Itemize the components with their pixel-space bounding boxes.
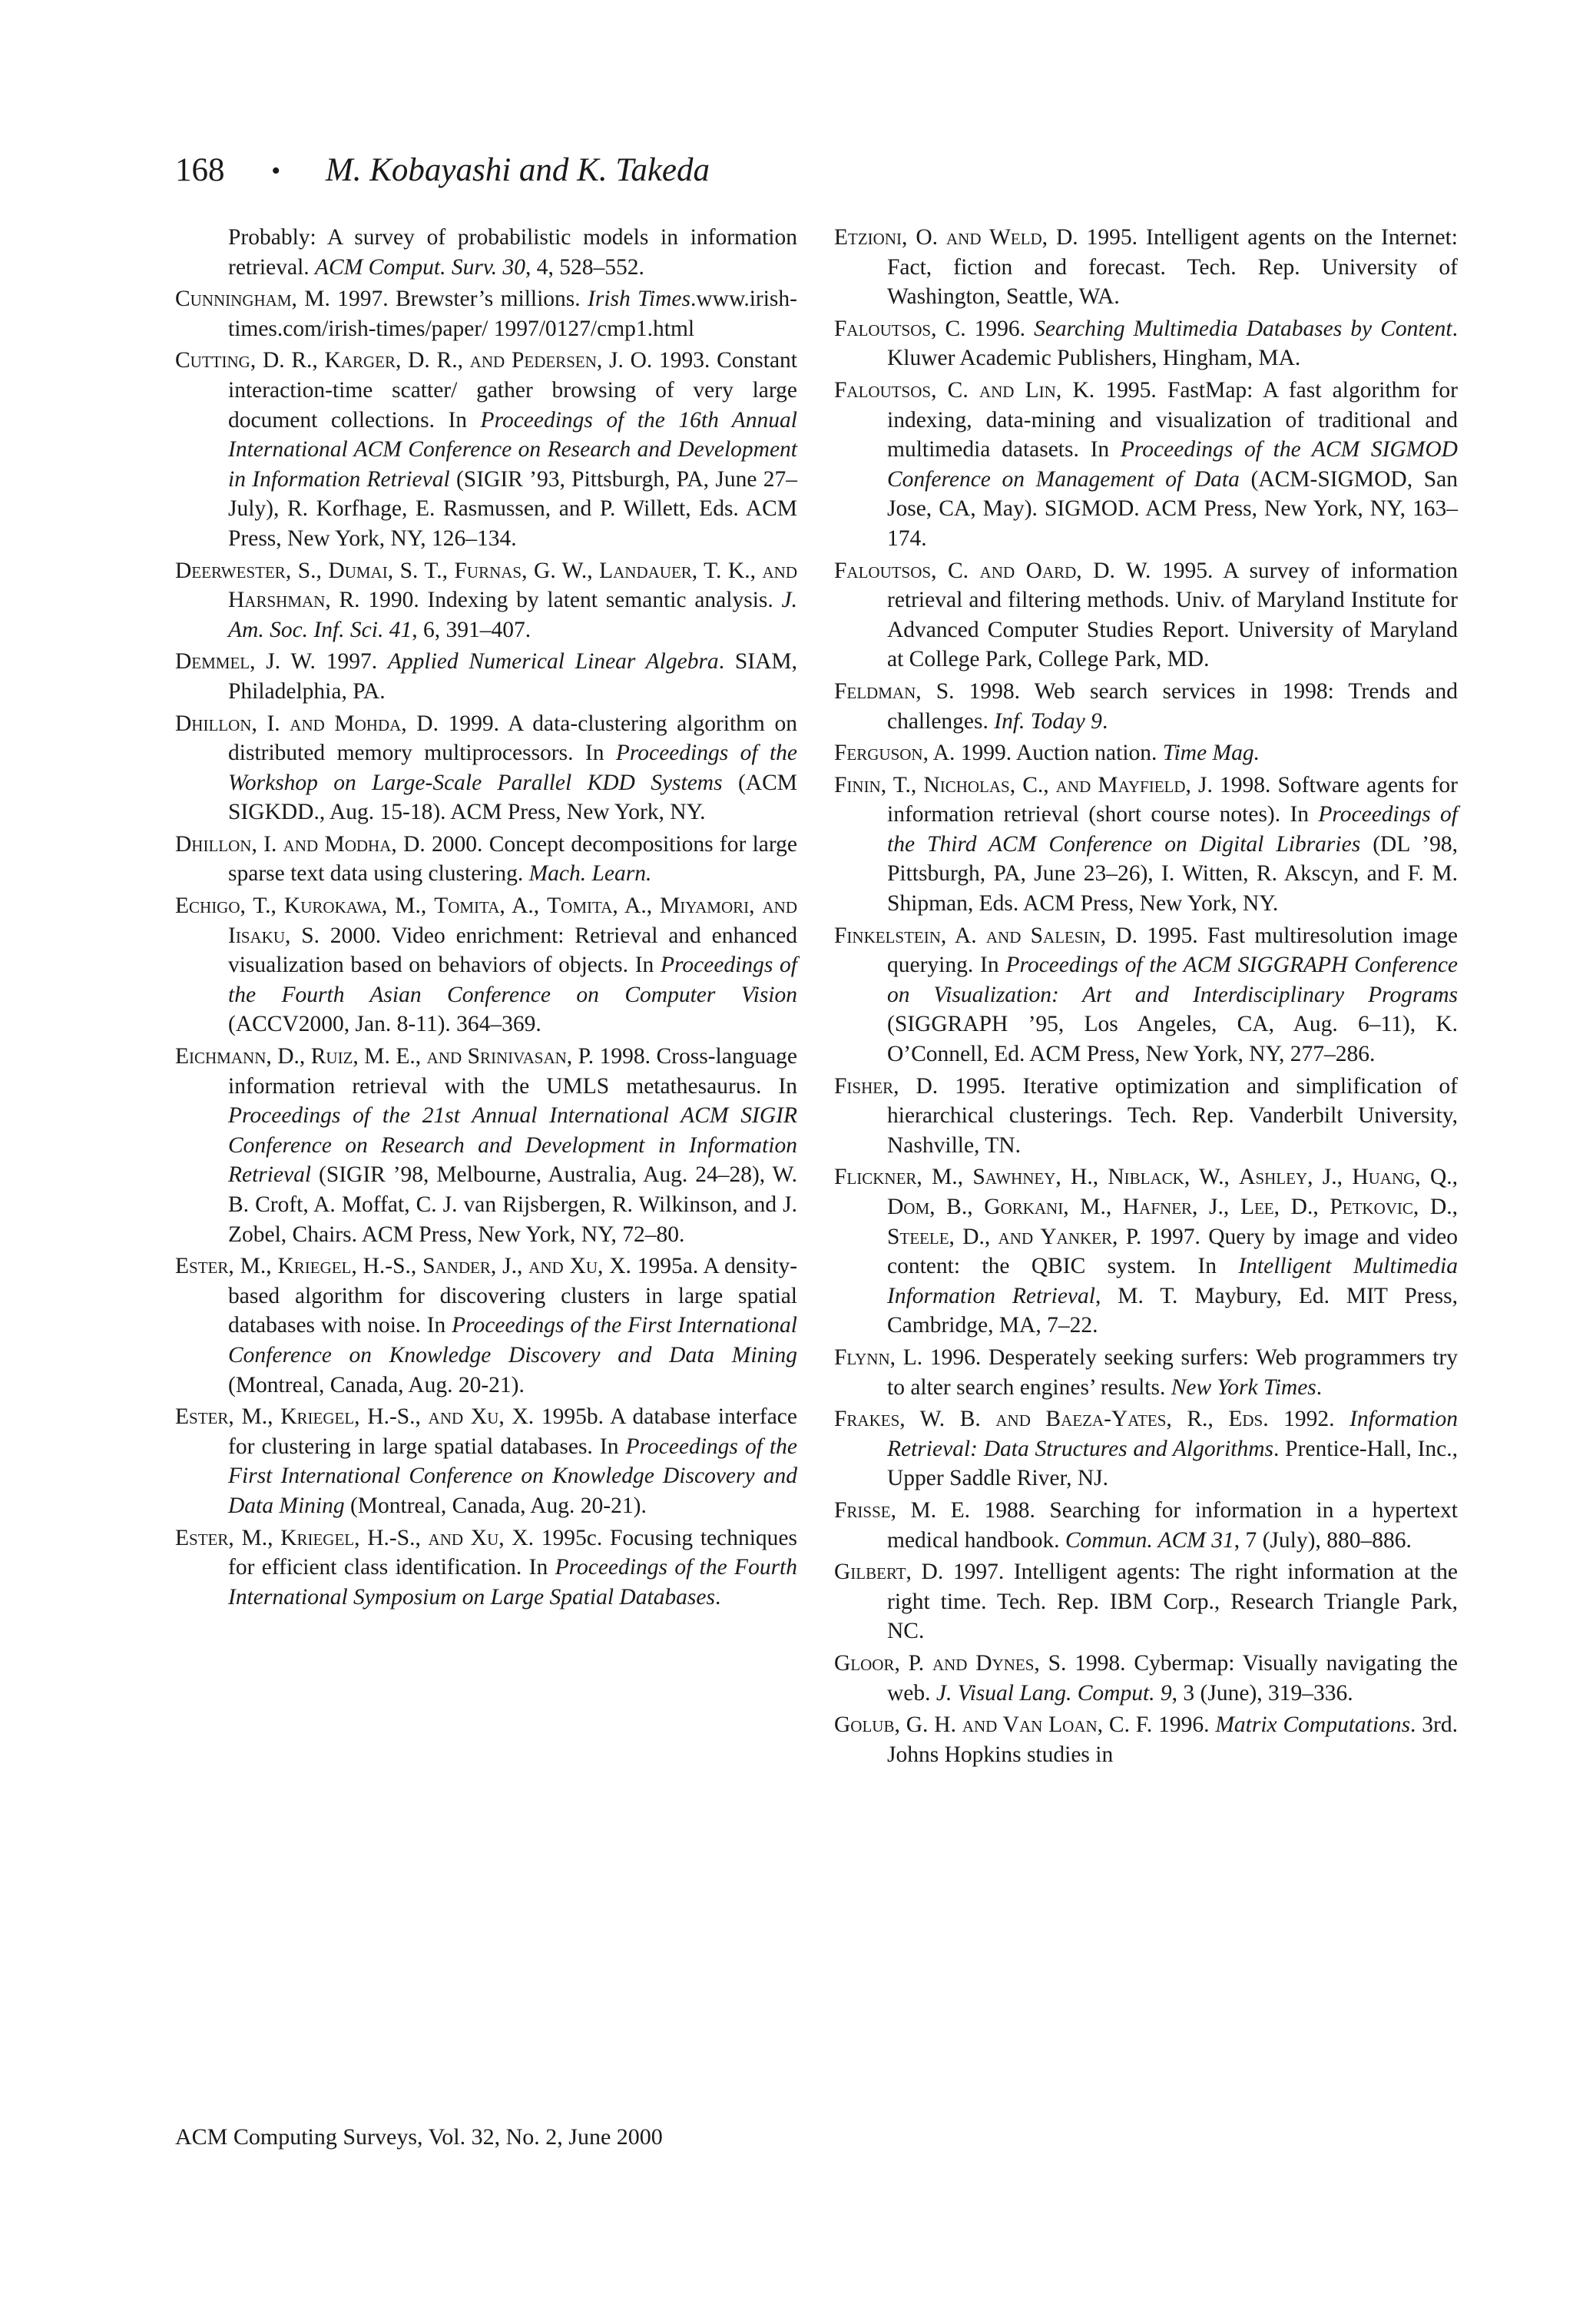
reference-column-right	[834, 223, 1458, 1772]
bullet-separator: •	[271, 157, 281, 185]
reference-entry: Finkelstein, A. and Salesin, D. 1995. Fast multiresolution image querying. In Proceedings of the ACM SIGGRAPH Conference on Visualization: Art and Interdisciplinary Programs (SIGGRAPH ’95, Los Angeles, CA, Aug. 6–11), K. O’Connell, Ed. ACM Press, New York, NY, 277–286.	[834, 923, 1459, 1067]
running-header	[175, 148, 1496, 194]
reference-entry: Ester, M., Kriegel, H.-S., and Xu, X. 1995c. Focusing techniques for efficient class identification. In Proceedings of the Fourth International Symposium on Large Spatial Databases.	[175, 1525, 797, 1610]
page-number: 168	[175, 152, 225, 188]
reference-entry: Ester, M., Kriegel, H.-S., and Xu, X. 1995b. A database interface for clustering in large spatial databases. In Proceedings of the First International Conference on Knowledge Discovery and Data Mining (Montreal, Canada, Aug. 20-21).	[175, 1404, 797, 1518]
reference-entry: Gilbert, D. 1997. Intelligent agents: The right information at the right time. Tech. Rep. IBM Corp., Research Triangle Park, NC.	[834, 1560, 1458, 1644]
reference-entry: Gloor, P. and Dynes, S. 1998. Cybermap: Visually navigating the web. J. Visual Lang. Comput. 9, 3 (June), 319–336.	[834, 1650, 1459, 1706]
reference-entry: Flynn, L. 1996. Desperately seeking surfers: Web programmers try to alter search engines’ results. New York Times.	[834, 1344, 1458, 1400]
reference-entry: Dhillon, I. and Modha, D. 2000. Concept decompositions for large sparse text data using clustering. Mach. Learn.	[175, 831, 798, 887]
reference-entry: Feldman, S. 1998. Web search services in 1998: Trends and challenges. Inf. Today 9.	[834, 678, 1458, 734]
reference-entry: Faloutsos, C. and Oard, D. W. 1995. A survey of information retrieval and filtering methods. Univ. of Maryland Institute for Advanced Computer Studies Report. University of Maryland at College Park, College Park, MD.	[834, 558, 1459, 672]
reference-column-left	[175, 223, 797, 1614]
reference-entry: Ferguson, A. 1999. Auction nation. Time Mag.	[834, 741, 1260, 766]
reference-entry: Faloutsos, C. 1996. Searching Multimedia Databases by Content. Kluwer Academic Publishers, Hingham, MA.	[834, 316, 1458, 371]
reference-entry: Frakes, W. B. and Baeza-Yates, R., Eds. 1992. Information Retrieval: Data Structures and Algorithms. Prentice-Hall, Inc., Upper Saddle River, NJ.	[834, 1407, 1459, 1491]
reference-entry: Cutting, D. R., Karger, D. R., and Pedersen, J. O. 1993. Constant interaction-time scatter/ gather browsing of very large document collections. In Proceedings of the 16th Annual International ACM Conference on Research and Development in Information Retrieval (SIGIR ’93, Pittsburgh, PA, June 27–July), R. Korfhage, E. Rasmussen, and P. Willett, Eds. ACM Press, New York, NY, 126–134.	[175, 348, 798, 551]
reference-entry: Faloutsos, C. and Lin, K. 1995. FastMap: A fast algorithm for indexing, data-mining and visualization of traditional and multimedia datasets. In Proceedings of the ACM SIGMOD Conference on Management of Data (ACM-SIGMOD, San Jose, CA, May). SIGMOD. ACM Press, New York, NY, 163–174.	[834, 377, 1458, 551]
reference-entry: Deerwester, S., Dumai, S. T., Furnas, G. W., Landauer, T. K., and Harshman, R. 1990. Indexing by latent semantic analysis. J. Am. Soc. Inf. Sci. 41, 6, 391–407.	[175, 558, 797, 642]
running-authors: M. Kobayashi and K. Takeda	[325, 152, 710, 188]
reference-entry: Eichmann, D., Ruiz, M. E., and Srinivasan, P. 1998. Cross-language information retrieval with the UMLS metathesaurus. In Proceedings of the 21st Annual International ACM SIGIR Conference on Research and Development in Information Retrieval (SIGIR ’98, Melbourne, Australia, Aug. 24–28), W. B. Croft, A. Moffat, C. J. van Rijsbergen, R. Wilkinson, and J. Zobel, Chairs. ACM Press, New York, NY, 72–80.	[175, 1044, 798, 1247]
reference-entry: Demmel, J. W. 1997. Applied Numerical Linear Algebra. SIAM, Philadelphia, PA.	[175, 649, 797, 704]
reference-entry: Dhillon, I. and Mohda, D. 1999. A data-clustering algorithm on distributed memory multiprocessors. In Proceedings of the Workshop on Large-Scale Parallel KDD Systems (ACM SIGKDD., Aug. 15-18). ACM Press, New York, NY.	[175, 711, 798, 825]
reference-entry: Finin, T., Nicholas, C., and Mayfield, J. 1998. Software agents for information retrieval (short course notes). In Proceedings of the Third ACM Conference on Digital Libraries (DL ’98, Pittsburgh, PA, June 23–26), I. Witten, R. Akscyn, and F. M. Shipman, Eds. ACM Press, New York, NY.	[834, 772, 1458, 917]
reference-entry: Frisse, M. E. 1988. Searching for information in a hypertext medical handbook. Commun. ACM 31, 7 (July), 880–886.	[834, 1497, 1458, 1553]
reference-entry: Flickner, M., Sawhney, H., Niblack, W., Ashley, J., Huang, Q., Dom, B., Gorkani, M., Hafner, J., Lee, D., Petkovic, D., Steele, D., and Yanker, P. 1997. Query by image and video content: the QBIC system. In Intelligent Multimedia Information Retrieval, M. T. Maybury, Ed. MIT Press, Cambridge, MA, 7–22.	[834, 1165, 1458, 1338]
reference-entry: Ester, M., Kriegel, H.-S., Sander, J., and Xu, X. 1995a. A density-based algorithm for discovering clusters in large spatial databases with noise. In Proceedings of the First International Conference on Knowledge Discovery and Data Mining (Montreal, Canada, Aug. 20-21).	[175, 1254, 798, 1397]
reference-entry: Fisher, D. 1995. Iterative optimization and simplification of hierarchical clusterings. Tech. Rep. Vanderbilt University, Nashville, TN.	[834, 1073, 1458, 1158]
reference-entry: Echigo, T., Kurokawa, M., Tomita, A., Tomita, A., Miyamori, and Iisaku, S. 2000. Video enrichment: Retrieval and enhanced visualization based on behaviors of objects. In Proceedings of the Fourth Asian Conference on Computer Vision (ACCV2000, Jan. 8-11). 364–369.	[175, 893, 797, 1037]
journal-footer: ACM Computing Surveys, Vol. 32, No. 2, June 2000	[175, 2124, 663, 2150]
reference-entry: Etzioni, O. and Weld, D. 1995. Intelligent agents on the Internet: Fact, fiction and forecast. Tech. Rep. University of Washington, Seattle, WA.	[834, 225, 1458, 310]
reference-entry: Golub, G. H. and Van Loan, C. F. 1996. Matrix Computations. 3rd. Johns Hopkins studies in	[834, 1712, 1458, 1767]
reference-entry: Probably: A survey of probabilistic models in information retrieval. ACM Comput. Surv. 30, 4, 528–552.	[228, 225, 797, 280]
reference-entry: Cunningham, M. 1997. Brewster’s millions. Irish Times.www.irish-times.com/irish-times/paper/ 1997/0127/cmp1.html	[175, 287, 797, 341]
